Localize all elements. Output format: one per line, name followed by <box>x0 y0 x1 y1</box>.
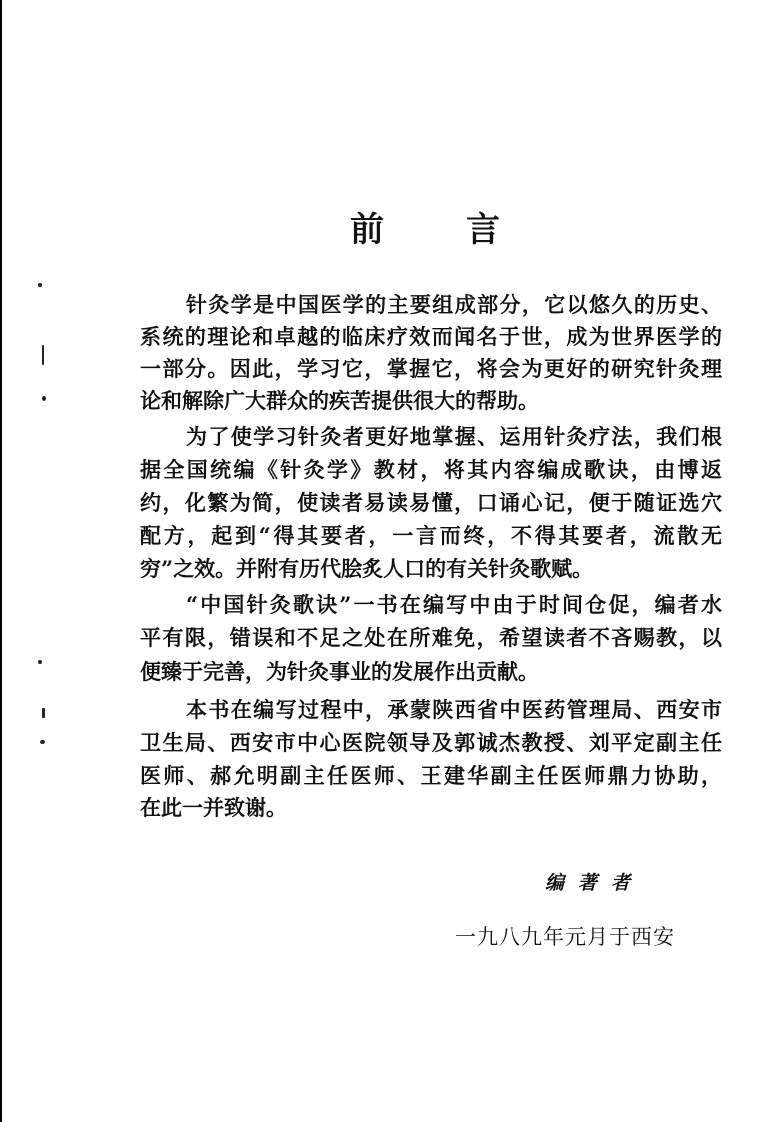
text-line: 约，化繁为简，使读者易读易懂，口诵心记，便于随证选穴 <box>140 490 722 515</box>
text-line: 一部分。因此，学习它，掌握它，将会为更好的研究针灸理 <box>140 356 722 381</box>
text-line: 配方，起到“得其要者，一言而终，不得其要者，流散无 <box>140 523 722 548</box>
text-line: 系统的理论和卓越的临床疗效而闻名于世，成为世界医学的 <box>140 324 722 349</box>
page-edge <box>0 0 2 1122</box>
scan-speck <box>38 283 42 287</box>
scan-speck <box>38 660 42 664</box>
text-line: “中国针灸歌诀”一书在编写中由于时间仓促，编者水 <box>186 592 722 617</box>
text-line: 据全国统编《针灸学》教材，将其内容编成歌诀，由博返 <box>140 457 722 482</box>
text-line: 论和解除广大群众的疾苦提供很大的帮助。 <box>140 388 539 413</box>
scan-speck <box>42 708 45 718</box>
text-line: 穷”之效。并附有历代脍炙人口的有关针灸歌赋。 <box>140 556 594 581</box>
scan-speck <box>42 345 44 365</box>
page-title: 前 言 <box>350 210 500 250</box>
author-signature: 编著者 <box>545 872 630 894</box>
text-line: 便臻于完善，为针灸事业的发展作出贡献。 <box>140 659 539 684</box>
date-place: 一九八九年元月于西安 <box>455 925 675 949</box>
text-line: 在此一并致谢。 <box>140 795 287 820</box>
text-line: 本书在编写过程中，承蒙陕西省中医药管理局、西安市 <box>186 697 722 722</box>
scan-speck <box>42 396 46 401</box>
text-line: 针灸学是中国医学的主要组成部分，它以悠久的历史、 <box>186 292 722 317</box>
scan-speck <box>40 740 45 744</box>
text-line: 医师、郝允明副主任医师、王建华副主任医师鼎力协助， <box>140 763 722 788</box>
text-line: 平有限，错误和不足之处在所难免，希望读者不吝赐教，以 <box>140 625 722 650</box>
text-line: 卫生局、西安市中心医院领导及郭诚杰教授、刘平定副主任 <box>140 730 722 755</box>
text-line: 为了使学习针灸者更好地掌握、运用针灸疗法，我们根 <box>186 424 722 449</box>
